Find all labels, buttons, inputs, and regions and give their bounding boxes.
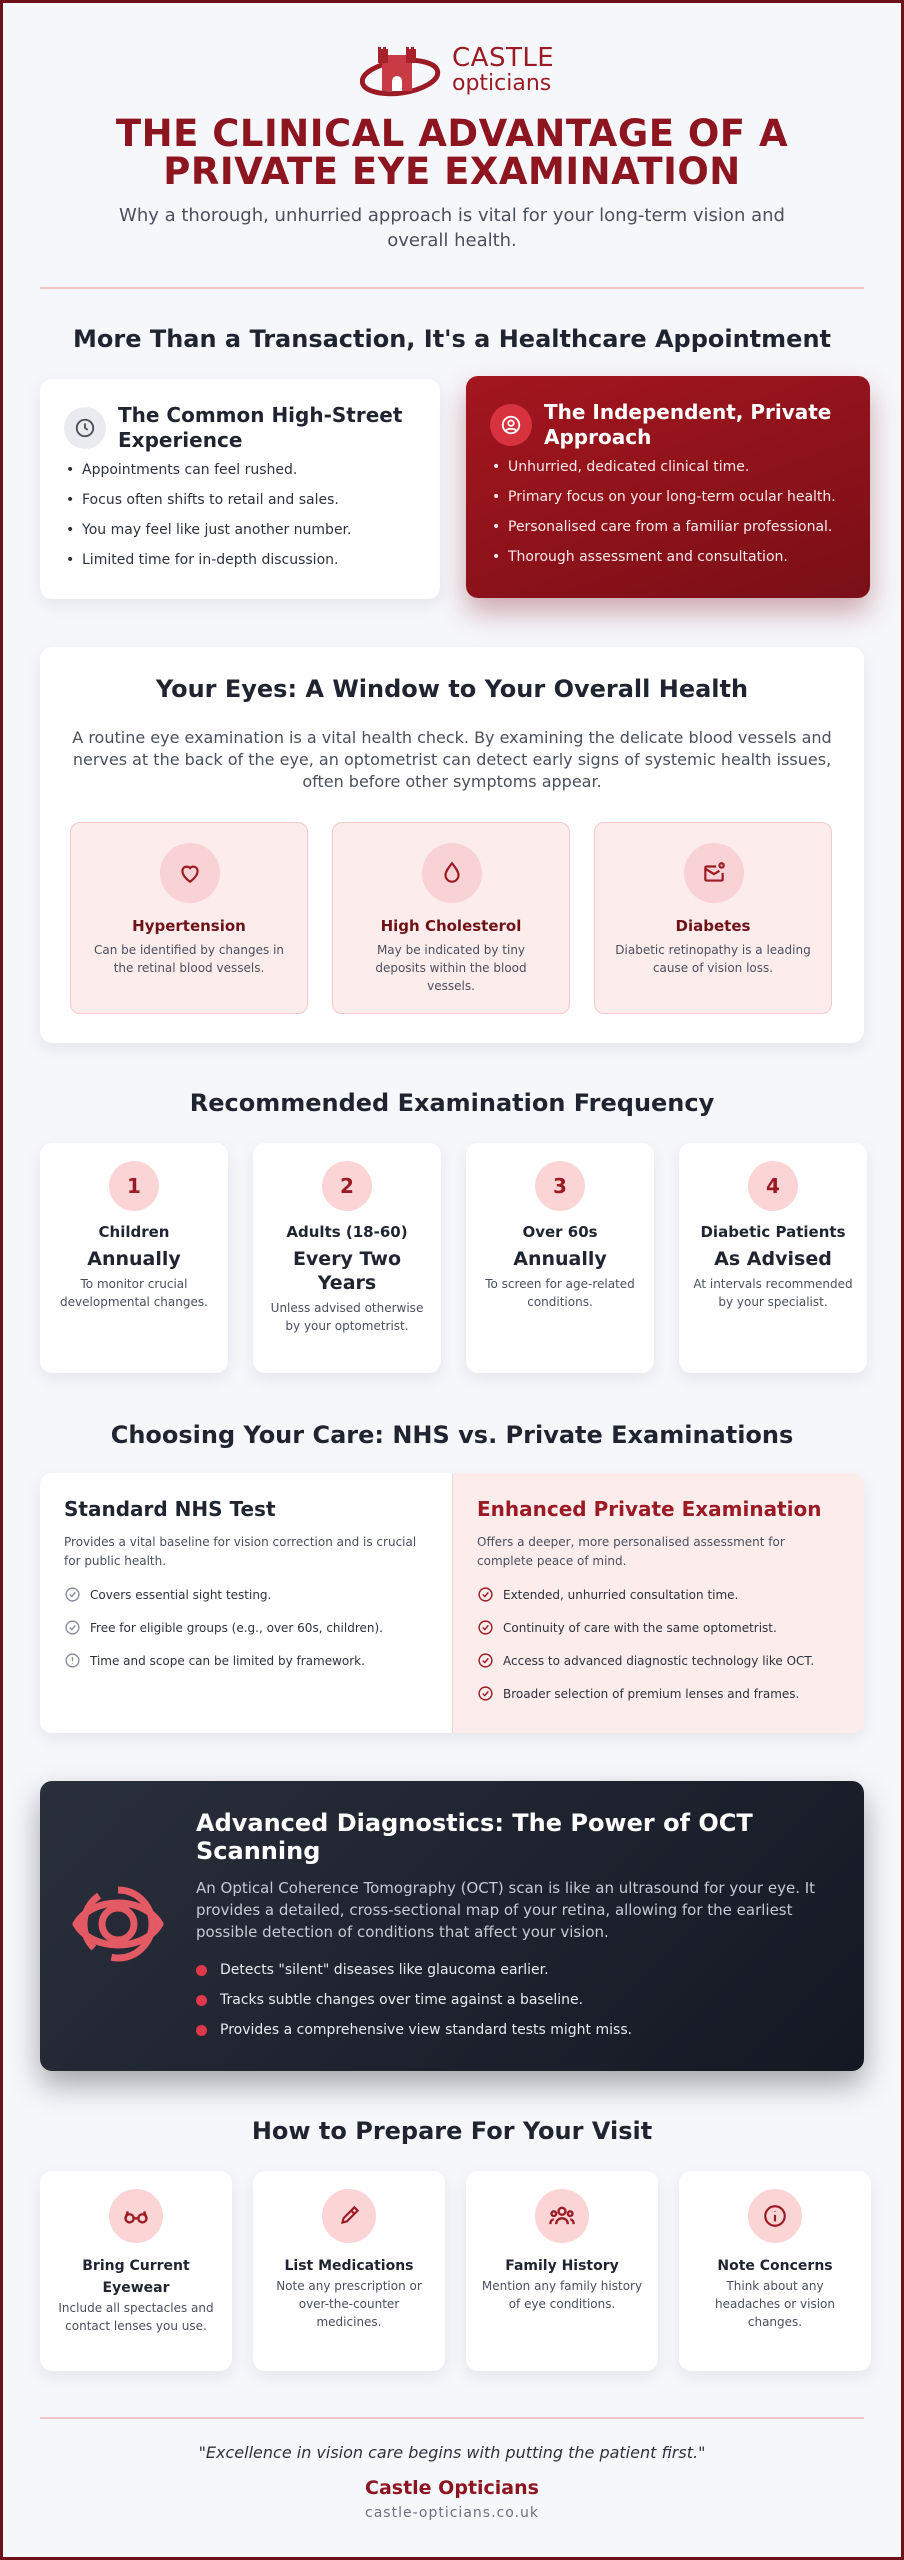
condition-hypertension <box>70 822 308 1014</box>
frequency-group: Diabetic Patients <box>700 1223 846 1241</box>
condition-name: High Cholesterol <box>380 917 522 935</box>
nhs-column <box>40 1473 452 1733</box>
step-number: 2 <box>322 1161 372 1211</box>
check-circle-icon <box>477 1652 494 1669</box>
independent-card <box>466 376 870 598</box>
prepare-text: Mention any family history of eye conditions. <box>481 2279 643 2311</box>
footer-quote: "Excellence in vision care begins with putting the patient first." <box>198 2443 706 2462</box>
independent-list <box>490 458 852 578</box>
list-item: • Limited time for in-depth discussion. <box>64 551 422 569</box>
prepare-title: Note Concerns <box>717 2258 833 2274</box>
list-item <box>477 1620 846 1653</box>
nhs-vs-private-heading: Choosing Your Care: NHS vs. Private Examinations <box>110 1421 794 1449</box>
prepare-heading: How to Prepare For Your Visit <box>251 2117 653 2145</box>
private-list <box>477 1587 846 1719</box>
list-item <box>64 1587 434 1620</box>
frequency-value: Every Two Years <box>292 1248 402 1294</box>
private-column <box>452 1473 864 1733</box>
mail-alert-icon <box>684 843 744 903</box>
logo-word-castle: CASTLE <box>452 43 555 73</box>
list-item <box>477 1686 846 1719</box>
condition-text: May be indicated by tiny deposits within the blood vessels. <box>375 943 527 993</box>
frequency-note: At intervals recommended by your specialist. <box>693 1277 853 1309</box>
list-item-text: Broader selection of premium lenses and frames. <box>503 1687 800 1701</box>
step-number: 1 <box>109 1161 159 1211</box>
private-title: Enhanced Private Examination <box>477 1497 822 1521</box>
oct-text: An Optical Coherence Tomography (OCT) scan is like an ultrasound for your eye. It provides a detailed, cross-sectional map of your retina, allowing for the earliest possible detection of conditions that affect your vision. <box>196 1879 816 1941</box>
list-item-text: Extended, unhurried consultation time. <box>503 1588 739 1602</box>
footer-divider <box>40 2417 864 2419</box>
condition-name: Hypertension <box>132 917 246 935</box>
footer-website-link[interactable]: castle-opticians.co.uk <box>365 2505 539 2521</box>
prepare-card-concerns <box>679 2171 871 2371</box>
user-circle-icon <box>490 404 532 446</box>
glasses-icon <box>109 2189 163 2243</box>
frequency-value: Annually <box>513 1248 607 1270</box>
heart-icon <box>160 843 220 903</box>
divider <box>40 287 864 289</box>
private-text: Offers a deeper, more personalised assessment for complete peace of mind. <box>477 1535 785 1568</box>
oct-title: Advanced Diagnostics: The Power of OCT Scanning <box>196 1809 753 1865</box>
list-item <box>64 1620 434 1653</box>
pill-icon <box>322 2189 376 2243</box>
list-item: • Thorough assessment and consultation. <box>490 548 852 566</box>
condition-text: Can be identified by changes in the retinal blood vessels. <box>93 943 285 975</box>
list-item: • Unhurried, dedicated clinical time. <box>490 458 852 476</box>
footer-brand-name: Castle Opticians <box>365 2477 539 2499</box>
step-number: 4 <box>748 1161 798 1211</box>
frequency-heading: Recommended Examination Frequency <box>189 1089 715 1117</box>
castle-logo-icon <box>360 41 450 101</box>
check-circle-icon <box>477 1685 494 1702</box>
nhs-vs-private-table <box>40 1473 864 1733</box>
check-circle-icon <box>477 1619 494 1636</box>
list-item <box>477 1653 846 1686</box>
info-icon <box>748 2189 802 2243</box>
health-card <box>40 647 864 1043</box>
prepare-card-family-history <box>466 2171 658 2371</box>
nhs-text: Provides a vital baseline for vision correction and is crucial for public health. <box>64 1535 417 1568</box>
condition-text: Diabetic retinopathy is a leading cause of vision loss. <box>615 943 811 975</box>
list-item-text: Covers essential sight testing. <box>90 1588 272 1602</box>
condition-diabetes <box>594 822 832 1014</box>
oct-panel <box>40 1781 864 2071</box>
independent-title: The Independent, Private Approach <box>544 400 832 449</box>
list-item: • Appointments can feel rushed. <box>64 461 422 479</box>
family-icon <box>535 2189 589 2243</box>
frequency-value: As Advised <box>714 1248 832 1270</box>
list-item: • Focus often shifts to retail and sales. <box>64 491 422 509</box>
check-circle-icon <box>477 1586 494 1603</box>
prepare-title: Family History <box>505 2258 619 2274</box>
page-subtitle: Why a thorough, unhurried approach is vital for your long-term vision and overall health. <box>119 205 785 251</box>
frequency-card-over-60s <box>466 1143 654 1373</box>
page-title: THE CLINICAL ADVANTAGE OF A PRIVATE EYE EXAMINATION <box>115 112 789 193</box>
health-title: Your Eyes: A Window to Your Overall Health <box>155 675 749 703</box>
clock-icon <box>64 407 106 449</box>
prepare-text: Include all spectacles and contact lenses you use. <box>58 2301 214 2333</box>
health-text: A routine eye examination is a vital health check. By examining the delicate blood vessels and nerves at the back of the eye, an optometrist can detect early signs of systemic health issues, often before other symptoms appear. <box>72 728 832 791</box>
check-circle-icon <box>64 1619 81 1636</box>
frequency-note: To monitor crucial developmental changes. <box>60 1277 208 1309</box>
list-item-text: Continuity of care with the same optometrist. <box>503 1621 777 1635</box>
droplet-icon <box>422 843 482 903</box>
frequency-group: Children <box>98 1223 170 1241</box>
prepare-text: Think about any headaches or vision changes. <box>714 2279 836 2329</box>
step-number: 3 <box>535 1161 585 1211</box>
alert-circle-icon <box>64 1652 81 1669</box>
check-circle-icon <box>64 1586 81 1603</box>
prepare-title: List Medications <box>284 2258 414 2274</box>
frequency-card-adults <box>253 1143 441 1373</box>
prepare-card-eyewear <box>40 2171 232 2371</box>
list-item-text: Free for eligible groups (e.g., over 60s, children). <box>90 1621 383 1635</box>
prepare-title: Bring Current Eyewear <box>82 2258 190 2296</box>
list-item: Detects "silent" diseases like glaucoma earlier. <box>196 1961 834 1979</box>
list-item: • Personalised care from a familiar professional. <box>490 518 852 536</box>
oct-list <box>196 1961 834 2051</box>
castle-opticians-logo <box>360 41 555 101</box>
list-item-text: Time and scope can be limited by framework. <box>90 1654 365 1668</box>
list-item: Provides a comprehensive view standard tests might miss. <box>196 2021 834 2039</box>
list-item: • You may feel like just another number. <box>64 521 422 539</box>
frequency-note: To screen for age-related conditions. <box>485 1277 635 1309</box>
frequency-card-children <box>40 1143 228 1373</box>
frequency-value: Annually <box>87 1248 181 1270</box>
frequency-note: Unless advised otherwise by your optometrist. <box>270 1301 424 1333</box>
frequency-card-diabetic <box>679 1143 867 1373</box>
nhs-title: Standard NHS Test <box>64 1497 276 1521</box>
high-street-card <box>40 379 440 599</box>
nhs-list <box>64 1587 434 1686</box>
high-street-list <box>64 461 422 581</box>
eye-icon <box>70 1876 166 1972</box>
condition-high-cholesterol <box>332 822 570 1014</box>
prepare-card-medications <box>253 2171 445 2371</box>
list-item <box>477 1587 846 1620</box>
list-item <box>64 1653 434 1686</box>
list-item: Tracks subtle changes over time against a baseline. <box>196 1991 834 2009</box>
prepare-text: Note any prescription or over-the-counter medicines. <box>276 2279 422 2329</box>
list-item-text: Access to advanced diagnostic technology like OCT. <box>503 1654 815 1668</box>
frequency-group: Over 60s <box>522 1223 598 1241</box>
high-street-title: The Common High-Street Experience <box>118 403 403 452</box>
comparison-heading: More Than a Transaction, It's a Healthcare Appointment <box>72 325 831 353</box>
list-item: • Primary focus on your long-term ocular health. <box>490 488 852 506</box>
frequency-group: Adults (18-60) <box>286 1223 408 1241</box>
logo-word-opticians: opticians <box>452 71 552 96</box>
condition-name: Diabetes <box>675 917 751 935</box>
